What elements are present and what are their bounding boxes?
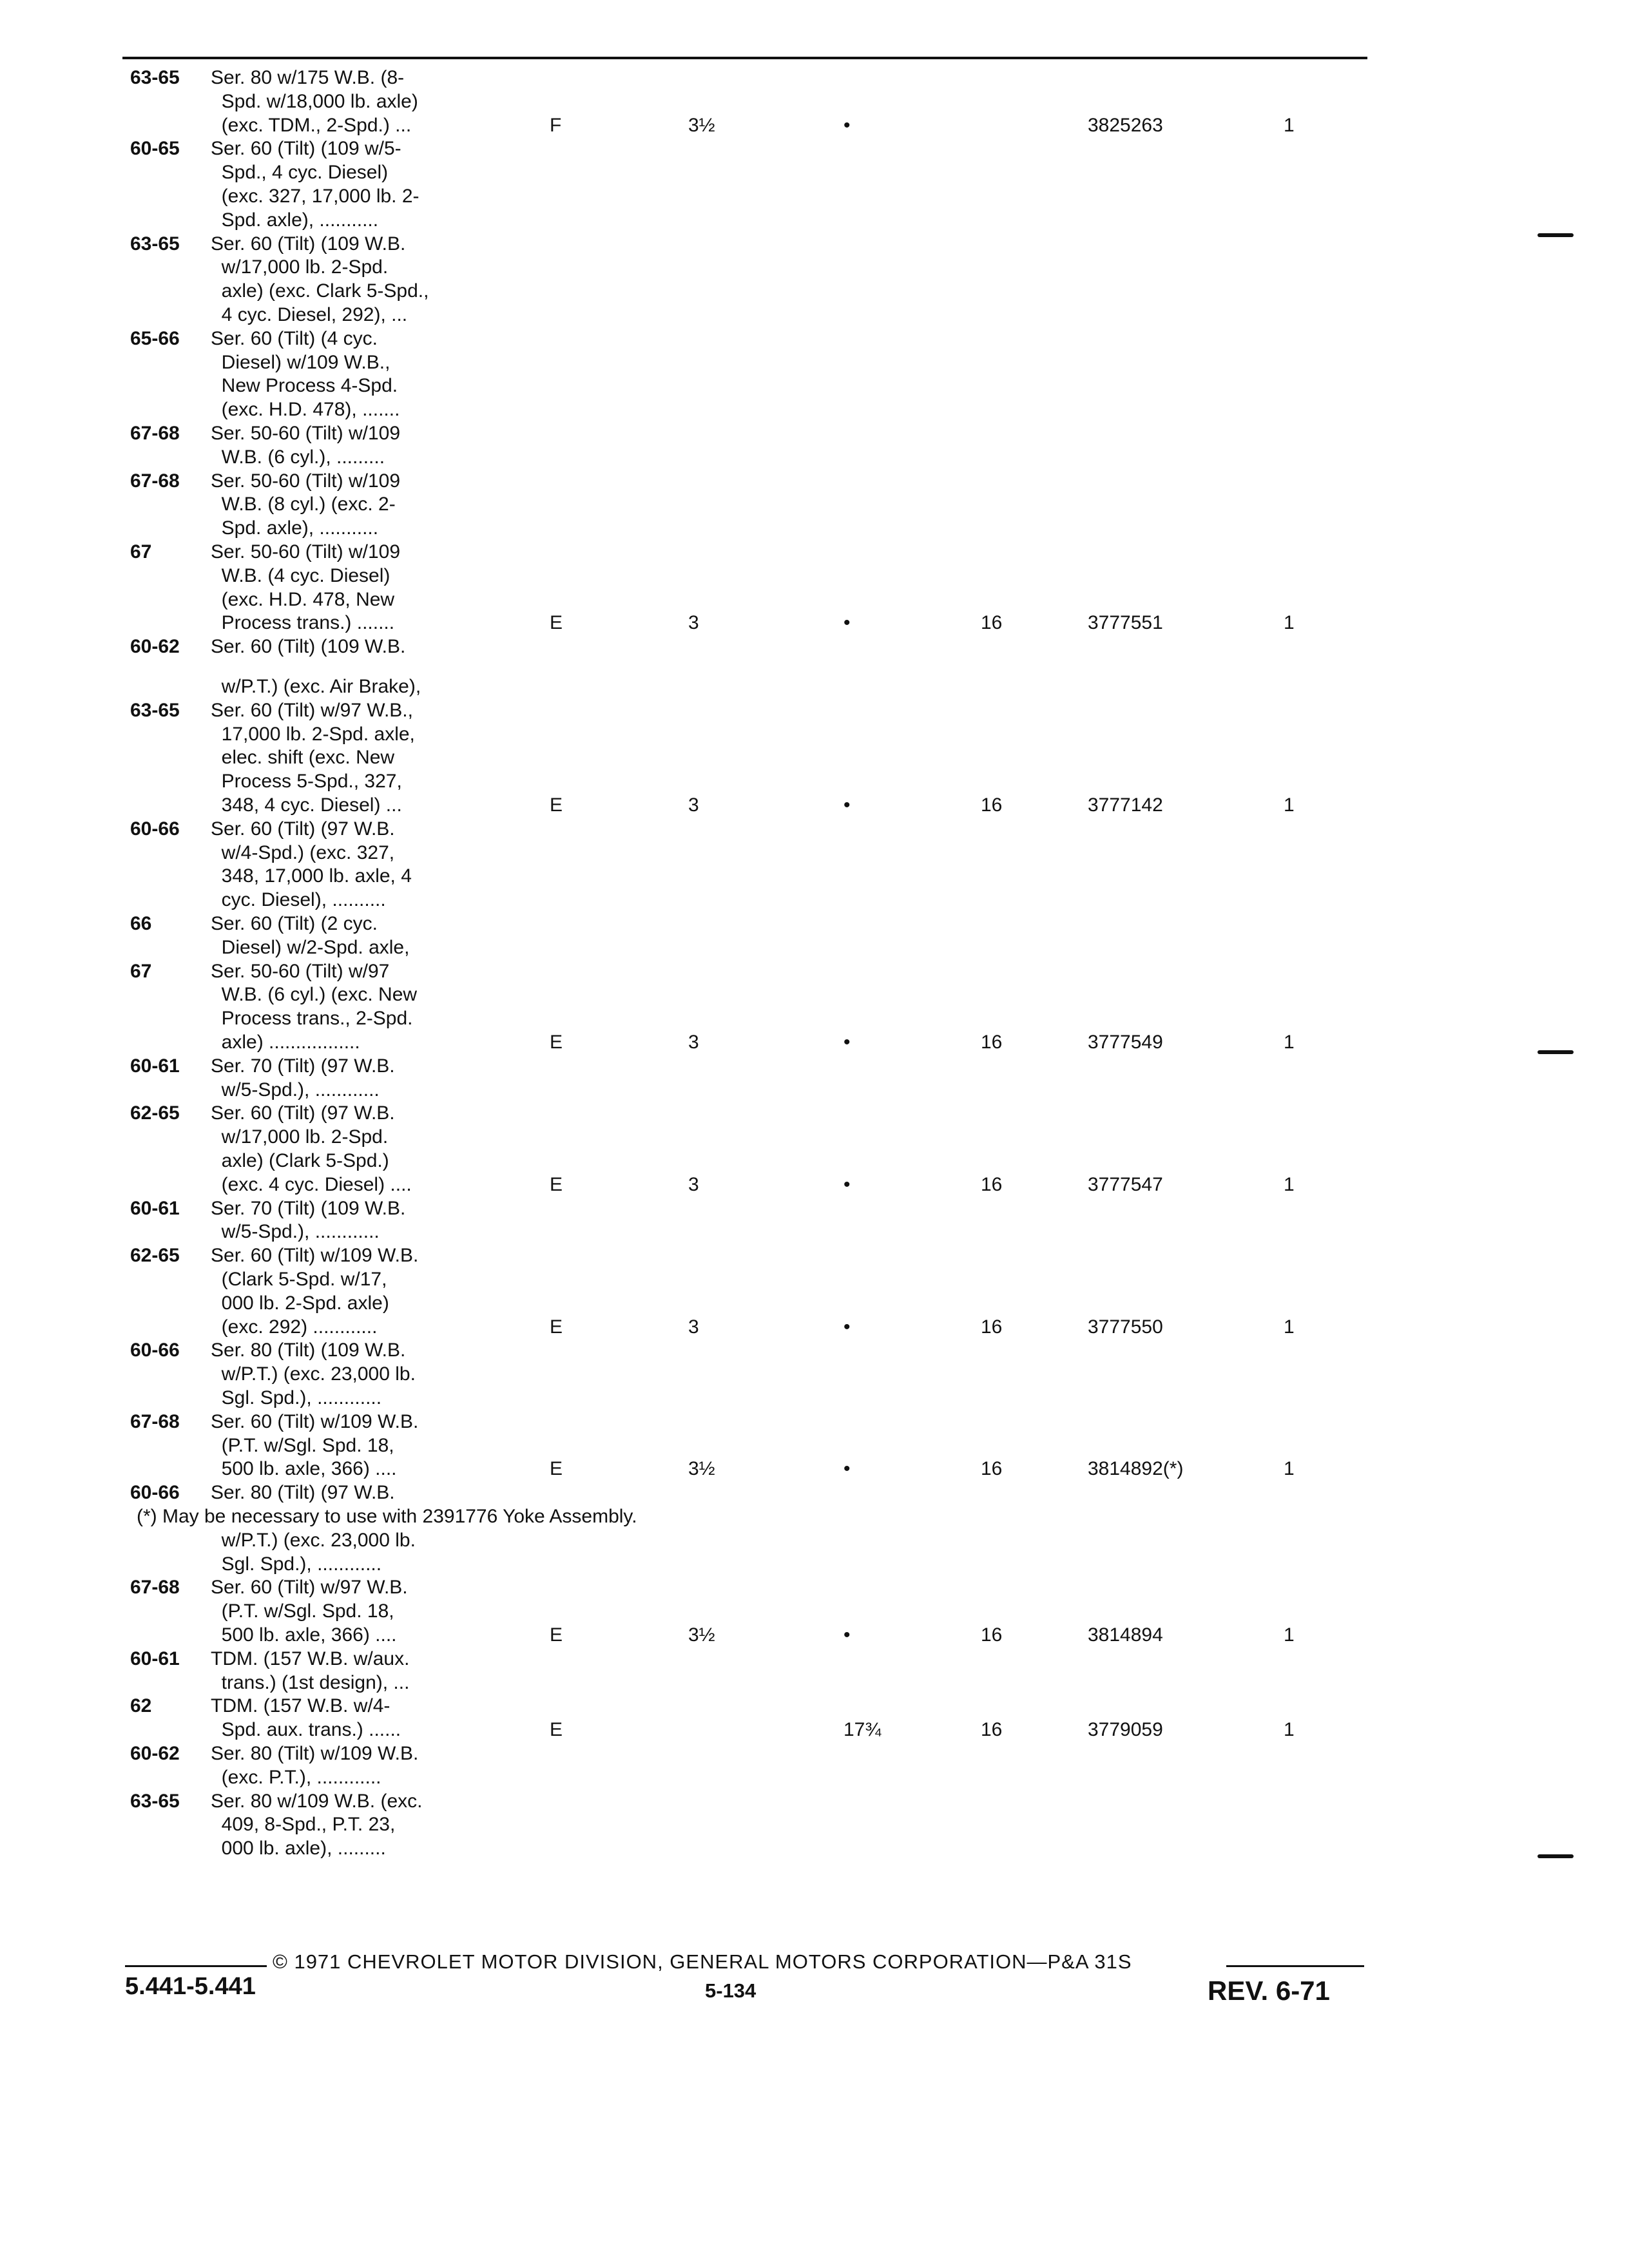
table-row: [0, 351, 1629, 374]
application-text: Spd. axle), ...........: [211, 209, 379, 231]
table-row: [0, 722, 1629, 746]
spec-column: •: [843, 794, 851, 816]
qty-splines-column: 16: [981, 1458, 1003, 1479]
qty-splines-column: 16: [981, 612, 1003, 633]
year-range: 67-68: [130, 1577, 180, 1598]
application-text: Diesel) w/2-Spd. axle,: [211, 937, 410, 958]
application-text: elec. shift (exc. New: [211, 747, 395, 768]
application-text: Ser. 60 (Tilt) (2 cyc.: [211, 913, 378, 934]
part-number: 3777142: [1088, 794, 1163, 816]
year-range: 60-65: [130, 138, 180, 159]
application-text: Ser. 80 (Tilt) w/109 W.B.: [211, 1743, 419, 1764]
application-text: axle) (Clark 5-Spd.): [211, 1150, 389, 1171]
year-range: 60-66: [130, 1340, 180, 1361]
part-number: 3814892(*): [1088, 1458, 1184, 1479]
application-text: Sgl. Spd.), ............: [211, 1553, 382, 1575]
size-column: 3: [688, 1032, 699, 1053]
spec-column: •: [843, 115, 851, 136]
application-text: TDM. (157 W.B. w/aux.: [211, 1648, 410, 1669]
application-text: Ser. 60 (Tilt) w/109 W.B.: [211, 1245, 419, 1266]
quantity: 1: [1284, 115, 1295, 136]
table-row: [0, 492, 1629, 516]
quantity: 1: [1284, 1174, 1295, 1195]
application-text: 4 cyc. Diesel, 292), ...: [211, 304, 408, 325]
year-range: 62-65: [130, 1102, 180, 1124]
table-row: [0, 841, 1629, 865]
application-text: (exc. P.T.), ............: [211, 1767, 381, 1788]
application-text: 348, 17,000 lb. axle, 4: [211, 865, 412, 887]
table-row: [0, 1267, 1629, 1291]
size-column: 3: [688, 1316, 699, 1338]
application-text: w/17,000 lb. 2-Spd.: [211, 1126, 389, 1148]
application-text: (exc. TDM., 2-Spd.) ...: [211, 115, 412, 136]
table-row: [0, 516, 1629, 540]
spec-column: •: [843, 1032, 851, 1053]
table-row: [0, 1220, 1629, 1244]
table-row: [0, 1291, 1629, 1315]
code-column: E: [550, 1719, 563, 1740]
application-text: w/17,000 lb. 2-Spd.: [211, 256, 389, 278]
application-text: Ser. 50-60 (Tilt) w/109: [211, 541, 401, 562]
table-row: [0, 279, 1629, 303]
size-column: 3½: [688, 1624, 715, 1646]
table-row: [0, 1789, 1629, 1813]
year-range: 60-66: [130, 1482, 180, 1503]
table-row: [0, 137, 1629, 160]
table-row: [0, 1054, 1629, 1078]
table-row: [0, 983, 1629, 1006]
table-row: [0, 1552, 1629, 1576]
code-column: E: [550, 1174, 563, 1195]
application-text: (exc. H.D. 478, New: [211, 589, 395, 610]
code-column: E: [550, 794, 563, 816]
table-row: [0, 698, 1629, 722]
spec-column: •: [843, 1458, 851, 1479]
part-number: 3777551: [1088, 612, 1163, 633]
part-number: 3777549: [1088, 1032, 1163, 1053]
part-number: 3777547: [1088, 1174, 1163, 1195]
table-row: [0, 421, 1629, 445]
application-text: Ser. 50-60 (Tilt) w/109: [211, 423, 401, 444]
code-column: F: [550, 115, 562, 136]
table-row: [0, 1338, 1629, 1362]
application-text: Ser. 60 (Tilt) (109 w/5-: [211, 138, 401, 159]
qty-splines-column: 16: [981, 1316, 1003, 1338]
year-range: 60-61: [130, 1648, 180, 1669]
application-text: w/P.T.) (exc. 23,000 lb.: [211, 1363, 416, 1385]
footnote: [0, 1504, 1629, 1528]
table-row: [0, 1742, 1629, 1765]
application-text: w/4-Spd.) (exc. 327,: [211, 842, 395, 863]
spec-column: •: [843, 1174, 851, 1195]
year-range: 60-61: [130, 1055, 180, 1077]
table-row: [0, 1599, 1629, 1623]
table-row: [0, 1410, 1629, 1434]
qty-splines-column: 16: [981, 1032, 1003, 1053]
quantity: 1: [1284, 1458, 1295, 1479]
code-column: E: [550, 1624, 563, 1646]
application-text: (P.T. w/Sgl. Spd. 18,: [211, 1435, 394, 1456]
year-range: 65-66: [130, 328, 180, 349]
table-row: [0, 1125, 1629, 1149]
code-column: E: [550, 1032, 563, 1053]
table-row: [0, 588, 1629, 611]
application-text: Ser. 60 (Tilt) w/97 W.B.: [211, 1577, 408, 1598]
table-row: [0, 66, 1629, 90]
quantity: 1: [1284, 1316, 1295, 1338]
margin-tick-mark: [1537, 1854, 1574, 1858]
table-row: [0, 469, 1629, 493]
size-column: 3½: [688, 1458, 715, 1479]
application-text: Ser. 60 (Tilt) (109 W.B.: [211, 233, 406, 255]
application-text: axle) (exc. Clark 5-Spd.,: [211, 280, 429, 302]
application-text: Process trans.) .......: [211, 612, 395, 633]
application-text: Diesel) w/109 W.B.,: [211, 352, 390, 373]
table-row: [0, 327, 1629, 351]
table-row: [0, 1386, 1629, 1410]
quantity: 1: [1284, 794, 1295, 816]
application-text: w/P.T.) (exc. 23,000 lb.: [211, 1530, 416, 1551]
application-text: Ser. 80 (Tilt) (97 W.B.: [211, 1482, 395, 1503]
application-text: 500 lb. axle, 366) ....: [211, 1624, 397, 1646]
year-range: 66: [130, 913, 152, 934]
application-text: Ser. 70 (Tilt) (109 W.B.: [211, 1198, 406, 1219]
application-text: trans.) (1st design), ...: [211, 1672, 410, 1693]
table-row: [0, 1173, 1629, 1196]
table-row: [0, 232, 1629, 256]
table-row: [0, 1315, 1629, 1339]
part-number: 3777550: [1088, 1316, 1163, 1338]
table-row: [0, 1836, 1629, 1860]
table-row: [0, 564, 1629, 588]
table-row: [0, 793, 1629, 817]
application-text: Ser. 60 (Tilt) (97 W.B.: [211, 1102, 395, 1124]
application-text: 348, 4 cyc. Diesel) ...: [211, 794, 402, 816]
application-text: Spd. aux. trans.) ......: [211, 1719, 401, 1740]
qty-splines-column: 16: [981, 1624, 1003, 1646]
application-text: New Process 4-Spd.: [211, 375, 398, 396]
spec-column: •: [843, 1624, 851, 1646]
application-text: Process trans., 2-Spd.: [211, 1008, 413, 1029]
year-range: 62: [130, 1695, 152, 1716]
table-row: [0, 864, 1629, 888]
table-row: [0, 1434, 1629, 1457]
table-row: [0, 255, 1629, 279]
spec-column: •: [843, 1316, 851, 1338]
application-text: 409, 8-Spd., P.T. 23,: [211, 1814, 396, 1835]
qty-splines-column: 16: [981, 794, 1003, 816]
year-range: 67-68: [130, 470, 180, 492]
table-row: [0, 1718, 1629, 1742]
application-text: Sgl. Spd.), ............: [211, 1387, 382, 1408]
application-text: Spd., 4 cyc. Diesel): [211, 162, 389, 183]
table-row: [0, 208, 1629, 232]
year-range: 63-65: [130, 233, 180, 255]
application-text: (exc. H.D. 478), .......: [211, 399, 400, 420]
application-text: w/5-Spd.), ............: [211, 1221, 380, 1242]
part-number: 3814894: [1088, 1624, 1163, 1646]
application-text: (exc. 4 cyc. Diesel) ....: [211, 1174, 412, 1195]
table-row: [0, 769, 1629, 793]
table-row: [0, 745, 1629, 769]
application-text: axle) .................: [211, 1032, 360, 1053]
application-text: Ser. 60 (Tilt) (97 W.B.: [211, 818, 395, 840]
table-row: [0, 1006, 1629, 1030]
code-column: E: [550, 1316, 563, 1338]
year-range: 62-65: [130, 1245, 180, 1266]
application-text: Spd. axle), ...........: [211, 517, 379, 539]
year-range: 63-65: [130, 700, 180, 721]
size-column: 3: [688, 794, 699, 816]
revision-date: REV. 6-71: [1208, 1975, 1330, 2006]
application-text: Ser. 70 (Tilt) (97 W.B.: [211, 1055, 395, 1077]
qty-splines-column: 16: [981, 1174, 1003, 1195]
year-range: 60-62: [130, 636, 180, 657]
application-text: Ser. 60 (Tilt) w/97 W.B.,: [211, 700, 413, 721]
table-row: [0, 1030, 1629, 1054]
table-row: [0, 675, 1629, 698]
code-column: E: [550, 612, 563, 633]
table-row: [0, 160, 1629, 184]
qty-splines-column: 16: [981, 1719, 1003, 1740]
table-row: [0, 1765, 1629, 1789]
table-row: [0, 90, 1629, 113]
application-text: Ser. 80 w/175 W.B. (8-: [211, 67, 405, 88]
application-text: W.B. (6 cyl.), .........: [211, 447, 385, 468]
table-row: [0, 1196, 1629, 1220]
application-text: 500 lb. axle, 366) ....: [211, 1458, 397, 1479]
size-column: 3½: [688, 115, 715, 136]
table-row: [0, 1575, 1629, 1599]
quantity: 1: [1284, 1624, 1295, 1646]
margin-tick-mark: [1537, 233, 1574, 237]
table-row: [0, 888, 1629, 912]
footer-rule-left: [125, 1965, 267, 1967]
application-text: Ser. 50-60 (Tilt) w/109: [211, 470, 401, 492]
table-row: [0, 1078, 1629, 1102]
spec-column: 17¾: [843, 1719, 882, 1740]
copyright-line: © 1971 CHEVROLET MOTOR DIVISION, GENERAL MOTORS CORPORATION—P&A 31S: [273, 1950, 1132, 1973]
table-row: [0, 936, 1629, 959]
year-range: 67: [130, 541, 152, 562]
code-column: E: [550, 1458, 563, 1479]
table-row: [0, 611, 1629, 635]
part-number: 3825263: [1088, 115, 1163, 136]
footer-rule-right: [1226, 1965, 1364, 1967]
application-text: 000 lb. axle), .........: [211, 1838, 386, 1859]
table-row: [0, 374, 1629, 398]
application-text: W.B. (8 cyl.) (exc. 2-: [211, 494, 396, 515]
year-range: 60-61: [130, 1198, 180, 1219]
spec-column: •: [843, 612, 851, 633]
table-row: [0, 1101, 1629, 1125]
application-text: Ser. 60 (Tilt) (4 cyc.: [211, 328, 378, 349]
application-text: 17,000 lb. 2-Spd. axle,: [211, 724, 415, 745]
section-number: 5.441-5.441: [125, 1973, 256, 2000]
year-range: 67-68: [130, 1411, 180, 1432]
application-text: W.B. (4 cyc. Diesel): [211, 565, 390, 586]
table-row: [0, 113, 1629, 137]
table-row: [0, 540, 1629, 564]
application-text: Ser. 60 (Tilt) (109 W.B.: [211, 636, 406, 657]
table-row: [0, 912, 1629, 936]
year-range: 60-62: [130, 1743, 180, 1764]
application-text: Ser. 80 (Tilt) (109 W.B.: [211, 1340, 406, 1361]
quantity: 1: [1284, 1032, 1295, 1053]
top-rule: [122, 57, 1367, 59]
size-column: 3: [688, 612, 699, 633]
application-text: Ser. 50-60 (Tilt) w/97: [211, 961, 390, 982]
table-row: [0, 1244, 1629, 1267]
year-range: 67: [130, 961, 152, 982]
footnote-text: (*) May be necessary to use with 2391776 Yoke Assembly.: [137, 1506, 637, 1527]
table-row: [0, 445, 1629, 469]
application-text: cyc. Diesel), ..........: [211, 889, 386, 910]
table-row: [0, 1362, 1629, 1386]
table-row: [0, 1149, 1629, 1173]
part-number: 3779059: [1088, 1719, 1163, 1740]
application-text: w/P.T.) (exc. Air Brake),: [211, 676, 421, 697]
application-text: (P.T. w/Sgl. Spd. 18,: [211, 1600, 394, 1622]
table-row: [0, 1457, 1629, 1481]
table-row: [0, 1647, 1629, 1671]
table-row: [0, 959, 1629, 983]
table-row: [0, 1623, 1629, 1647]
table-row: [0, 1481, 1629, 1504]
year-range: 63-65: [130, 67, 180, 88]
quantity: 1: [1284, 612, 1295, 633]
year-range: 60-66: [130, 818, 180, 840]
application-text: W.B. (6 cyl.) (exc. New: [211, 984, 418, 1005]
application-text: Process 5-Spd., 327,: [211, 771, 402, 792]
table-row: [0, 1528, 1629, 1552]
application-text: (Clark 5-Spd. w/17,: [211, 1269, 387, 1290]
margin-tick-mark: [1537, 1050, 1574, 1054]
quantity: 1: [1284, 1719, 1295, 1740]
table-row: [0, 1694, 1629, 1718]
application-text: Spd. w/18,000 lb. axle): [211, 91, 418, 112]
table-row: [0, 1671, 1629, 1695]
application-text: Ser. 80 w/109 W.B. (exc.: [211, 1791, 423, 1812]
year-range: 63-65: [130, 1791, 180, 1812]
application-text: 000 lb. 2-Spd. axle): [211, 1293, 389, 1314]
application-text: TDM. (157 W.B. w/4-: [211, 1695, 390, 1716]
table-row: [0, 184, 1629, 208]
application-text: Ser. 60 (Tilt) w/109 W.B.: [211, 1411, 419, 1432]
table-row: [0, 1812, 1629, 1836]
table-row: [0, 303, 1629, 327]
size-column: 3: [688, 1174, 699, 1195]
page-number: 5-134: [705, 1979, 757, 2002]
year-range: 67-68: [130, 423, 180, 444]
table-row: [0, 635, 1629, 658]
table-row: [0, 398, 1629, 421]
application-text: (exc. 292) ............: [211, 1316, 378, 1338]
application-text: (exc. 327, 17,000 lb. 2-: [211, 186, 419, 207]
application-text: w/5-Spd.), ............: [211, 1079, 380, 1100]
table-row: [0, 817, 1629, 841]
